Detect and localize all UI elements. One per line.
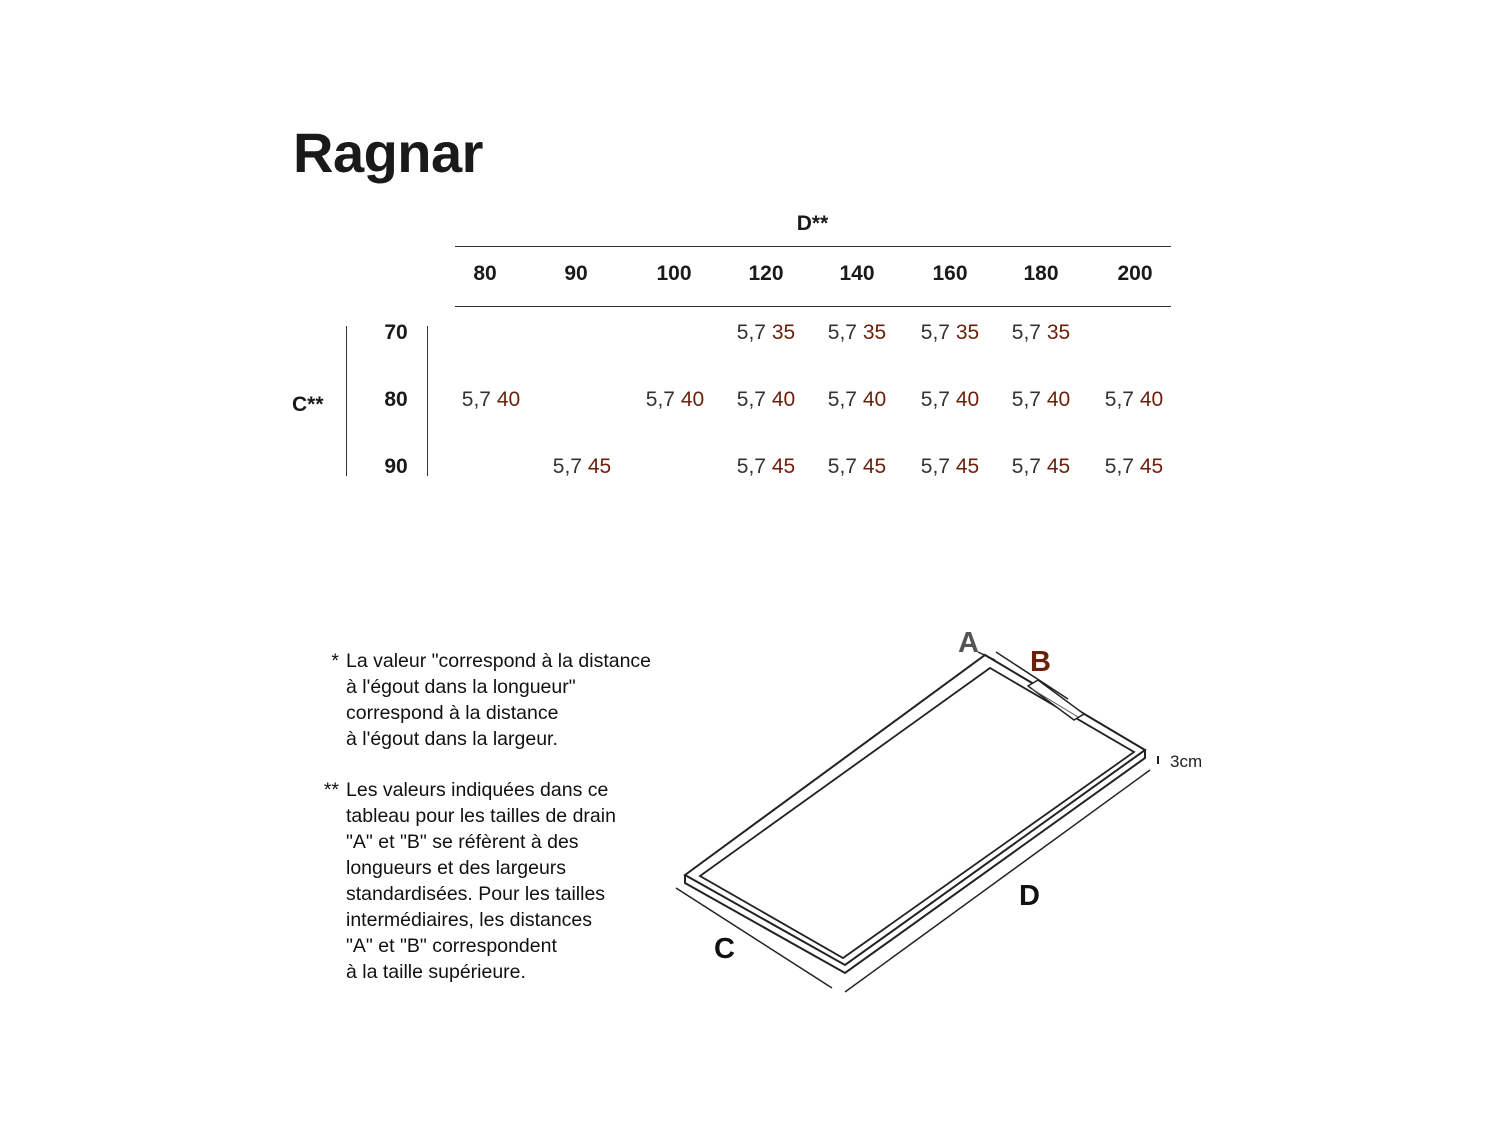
row-header: 90 xyxy=(384,455,408,478)
table-cell: 5,7 35 xyxy=(736,321,796,344)
label-c: C xyxy=(714,933,735,965)
page-title: Ragnar xyxy=(293,121,483,184)
column-axis-label: D** xyxy=(796,212,829,235)
tray-thickness-edge xyxy=(685,750,1145,973)
shower-tray-diagram xyxy=(660,615,1220,1005)
column-header: 180 xyxy=(1023,262,1059,285)
footnote-text xyxy=(346,777,686,985)
table-cell: 5,7 45 xyxy=(1011,455,1071,478)
row-header-divider xyxy=(427,326,428,476)
column-header: 90 xyxy=(564,262,588,285)
table-cell: 5,7 45 xyxy=(552,455,612,478)
table-cell: 5,7 40 xyxy=(736,388,796,411)
table-cell: 5,7 35 xyxy=(1011,321,1071,344)
row-header: 70 xyxy=(384,321,408,344)
dimension-d-line xyxy=(845,770,1150,992)
footnote-line: tableau pour les tailles de drain xyxy=(346,805,616,827)
table-cell: 5,7 45 xyxy=(736,455,796,478)
footnote-line: "A" et "B" se réfèrent à des xyxy=(346,831,579,853)
table-cell: 5,7 45 xyxy=(827,455,887,478)
table-cell: 5,7 40 xyxy=(1011,388,1071,411)
footnote-line: à l'égout dans la largeur. xyxy=(346,728,558,750)
height-label: 3cm xyxy=(1170,752,1203,771)
row-axis-label: C** xyxy=(292,393,324,416)
label-d: D xyxy=(1019,880,1040,912)
footnote-line: standardisées. Pour les tailles xyxy=(346,883,606,905)
footnote-double-asterisk xyxy=(0,777,700,992)
footnote-line: "A" et "B" correspondent xyxy=(346,935,557,957)
row-axis-divider xyxy=(346,326,347,476)
footnote-marker: * xyxy=(331,650,339,672)
header-bottom-rule xyxy=(455,306,1171,307)
footnote-line: correspond à la distance xyxy=(346,702,559,724)
footnote-line: Les valeurs indiquées dans ce xyxy=(346,779,609,801)
table-cell: 5,7 35 xyxy=(827,321,887,344)
row-header: 80 xyxy=(384,388,408,411)
footnote-line: intermédiaires, les distances xyxy=(346,909,593,931)
column-header: 140 xyxy=(839,262,875,285)
footnote-marker: ** xyxy=(323,779,339,801)
table-cell: 5,7 35 xyxy=(920,321,980,344)
footnote-single-asterisk xyxy=(0,648,700,758)
table-cell: 5,7 40 xyxy=(1104,388,1164,411)
table-cell: 5,7 40 xyxy=(645,388,705,411)
footnote-line: La valeur "correspond à la distance xyxy=(346,650,652,672)
drain-channel xyxy=(1028,680,1084,720)
table-cell: 5,7 45 xyxy=(1104,455,1164,478)
label-b: B xyxy=(1030,646,1051,678)
column-header: 200 xyxy=(1117,262,1153,285)
column-header: 80 xyxy=(473,262,497,285)
footnote-line: à l'égout dans la longueur" xyxy=(346,676,576,698)
table-cell: 5,7 40 xyxy=(461,388,521,411)
label-a: A xyxy=(958,627,979,659)
footnote-text xyxy=(346,648,686,752)
column-header: 120 xyxy=(748,262,784,285)
header-top-rule xyxy=(455,246,1171,247)
column-header: 100 xyxy=(656,262,692,285)
table-cell: 5,7 40 xyxy=(827,388,887,411)
footnote-line: longueurs et des largeurs xyxy=(346,857,567,879)
table-cell: 5,7 40 xyxy=(920,388,980,411)
footnote-line: à la taille supérieure. xyxy=(346,961,526,983)
table-cell: 5,7 45 xyxy=(920,455,980,478)
column-header: 160 xyxy=(932,262,968,285)
tray-outline xyxy=(685,655,1145,965)
